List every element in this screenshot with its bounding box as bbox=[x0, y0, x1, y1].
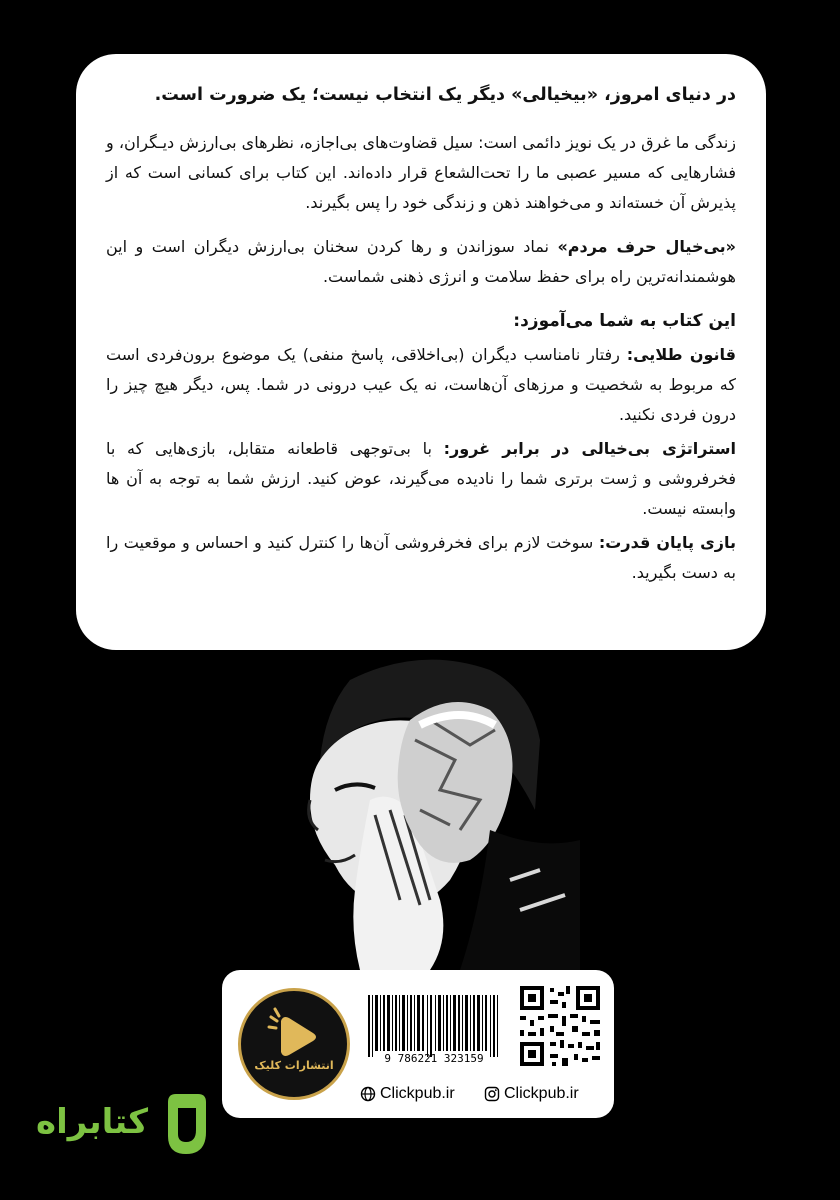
lesson-item bbox=[106, 434, 736, 524]
intro-paragraph: زندگی ما غرق در یک نویز دائمی است: سیل قضاوت‌های بی‌اجازه، نظرهای بی‌ارزش دیـگران، و فشارهایی که مسیر عصبی ما را تحت‌الشعاع قرار داده‌اند. این کتاب برای کسانی است که از پذیرش آن خسته‌اند و می‌خواهند ذهن و زندگی خود را پس بگیرند. bbox=[106, 133, 736, 212]
lesson-item bbox=[106, 528, 736, 588]
publisher-logo bbox=[232, 980, 354, 1108]
cover-photo-illustration bbox=[280, 650, 580, 970]
lesson-text: با بی‌توجهی قاطعانه متقابل، بازی‌هایی که با فخرفروشی و ژست برتری شما را نادیده می‌گیرند، عوض کنید. ارزش شما به توجه به آن ها وابسته نیست. bbox=[106, 439, 736, 518]
website-link[interactable] bbox=[360, 1085, 455, 1103]
isbn-number: 9 786221 323159 bbox=[384, 1052, 484, 1065]
publisher-logo-circle bbox=[238, 988, 350, 1100]
book-title-quote: «بی‌خیال حرف مردم» bbox=[557, 237, 737, 256]
symbol-paragraph bbox=[106, 232, 736, 292]
qr-code bbox=[516, 982, 604, 1070]
store-name: کتابراه bbox=[36, 1102, 149, 1142]
website-text: Clickpub.ir bbox=[380, 1085, 455, 1102]
back-cover-text-card bbox=[76, 54, 766, 650]
lesson-title: بازی پایان قدرت: bbox=[598, 533, 736, 552]
lesson-text: رفتار نامناسب دیگران (بی‌اخلاقی، پاسخ منفی) یک موضوع برون‌فردی است که مربوط به شخصیت و مرزهای آن‌هاست، نه یک عیب درونی در شما. پس، دیگر هیچ چیز را درون فردی نکنید. bbox=[106, 345, 736, 424]
lesson-title: قانون طلایی: bbox=[626, 345, 737, 364]
section-title: این کتاب به شما می‌آموزد: bbox=[513, 311, 736, 331]
instagram-link[interactable] bbox=[484, 1085, 579, 1103]
symbol-paragraph-text: نماد سوزاندن و رها کردن سخنان بی‌ارزش دیگران است و این هوشمندانه‌ترین راه برای حفظ سلامت و انرژی ذهنی شماست. bbox=[106, 237, 736, 286]
instagram-icon bbox=[484, 1086, 500, 1102]
globe-icon bbox=[360, 1086, 376, 1102]
play-icon bbox=[241, 991, 347, 1097]
lesson-item bbox=[106, 340, 736, 430]
headline: در دنیای امروز، «بیخیالی» دیگر یک انتخاب نیست؛ یک ضرورت است. bbox=[154, 85, 736, 105]
lesson-text: سوخت لازم برای فخرفروشی آن‌ها را کنترل کنید و احساس و موقعیت را به دست بگیرید. bbox=[106, 533, 736, 582]
instagram-text: Clickpub.ir bbox=[504, 1085, 579, 1102]
publisher-name: انتشارات کلیک bbox=[254, 1059, 334, 1072]
lesson-title: استراتژی بی‌خیالی در برابر غرور: bbox=[443, 439, 736, 458]
